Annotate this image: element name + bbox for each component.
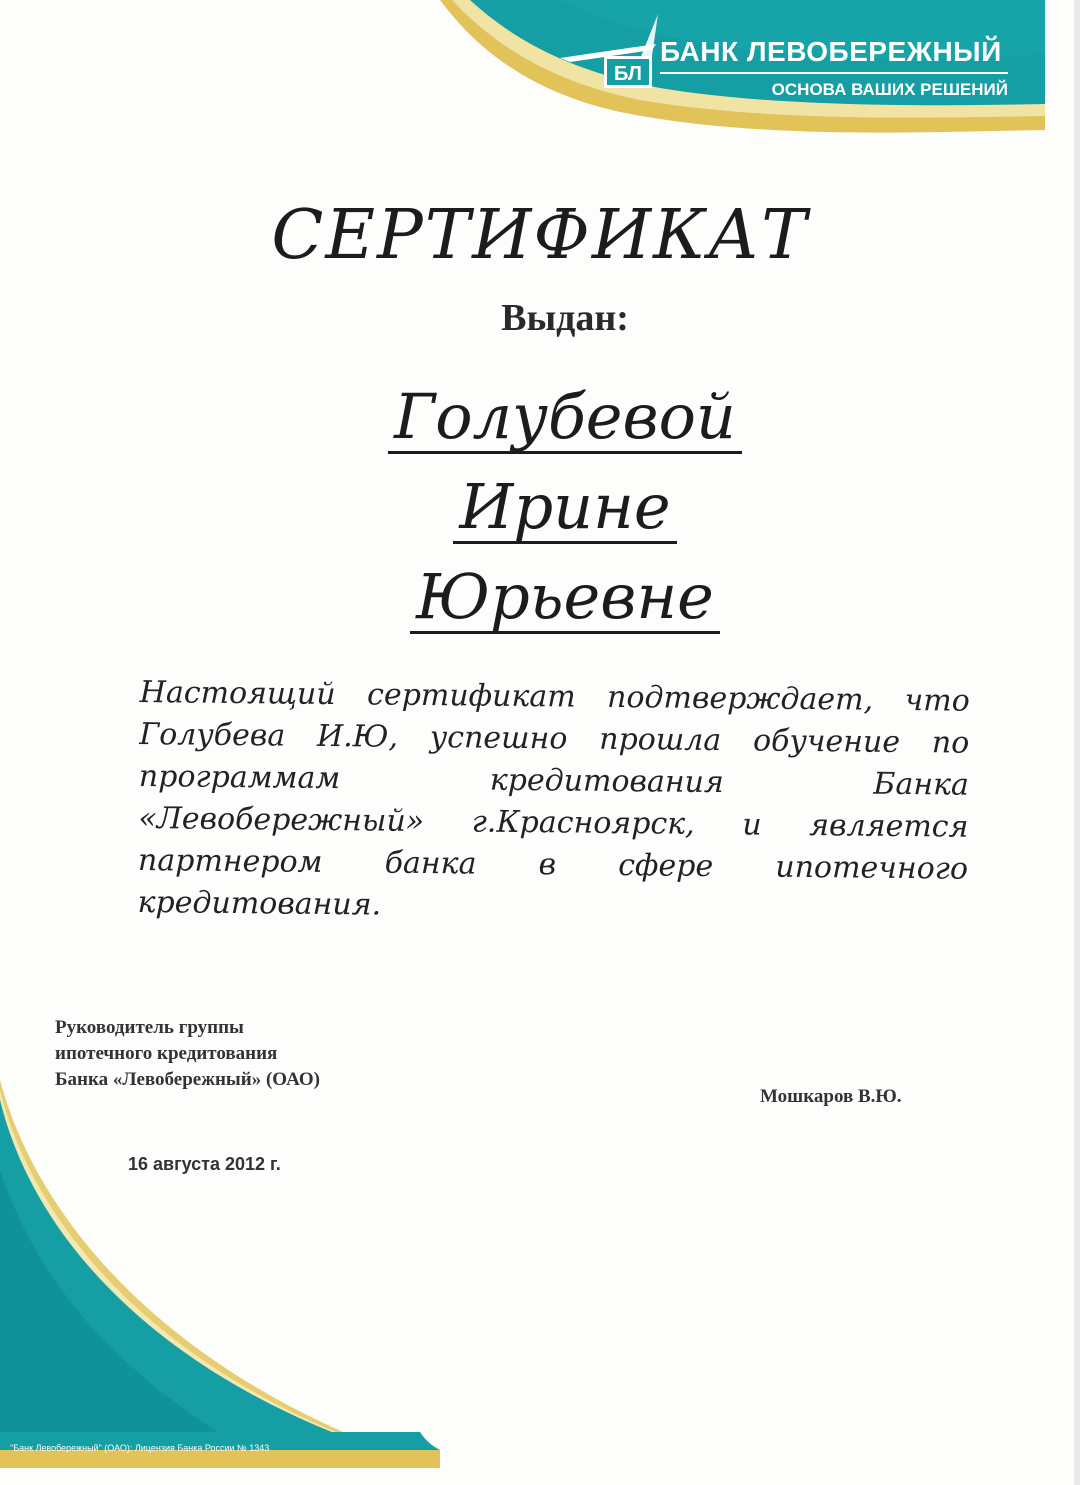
recipient-patronymic-line	[0, 560, 1080, 634]
bank-slogan: ОСНОВА ВАШИХ РЕШЕНИЙ	[771, 80, 1008, 99]
certificate-body-text: Настоящий сертификат подтверждает, что Голубева И.Ю, успешно прошла обучение по программам кредитования Банка «Левобережный» г.Красноярск, и является партнером банка в сфере ипотечного кредитования.	[137, 674, 970, 923]
signer-name: Мошкаров В.Ю.	[760, 1086, 902, 1107]
recipient-first-name: Ирине	[453, 474, 676, 544]
certificate-title: СЕРТИФИКАТ	[271, 196, 809, 275]
issued-label: Выдан:	[501, 297, 629, 339]
footer-license-text: "Банк Левобережный" (ОАО); Лицензия Банка России № 1343	[10, 1443, 270, 1453]
signer-position-line: Руководитель группы	[55, 1017, 244, 1038]
bank-name-underline	[660, 72, 1008, 74]
signer-position-block	[55, 1015, 455, 1093]
issue-date: 16 августа 2012 г.	[128, 1154, 281, 1174]
recipient-surname: Голубевой	[388, 384, 742, 454]
signer-position-line: Банка «Левобережный» (ОАО)	[55, 1069, 320, 1090]
recipient-first-name-line	[0, 470, 1080, 544]
logo-letters: БЛ	[614, 63, 642, 85]
signer-position-line: ипотечного кредитования	[55, 1043, 278, 1064]
recipient-surname-line	[0, 380, 1080, 454]
recipient-patronymic: Юрьевне	[410, 564, 720, 634]
bank-name: БАНК ЛЕВОБЕРЕЖНЫЙ	[660, 36, 1002, 67]
